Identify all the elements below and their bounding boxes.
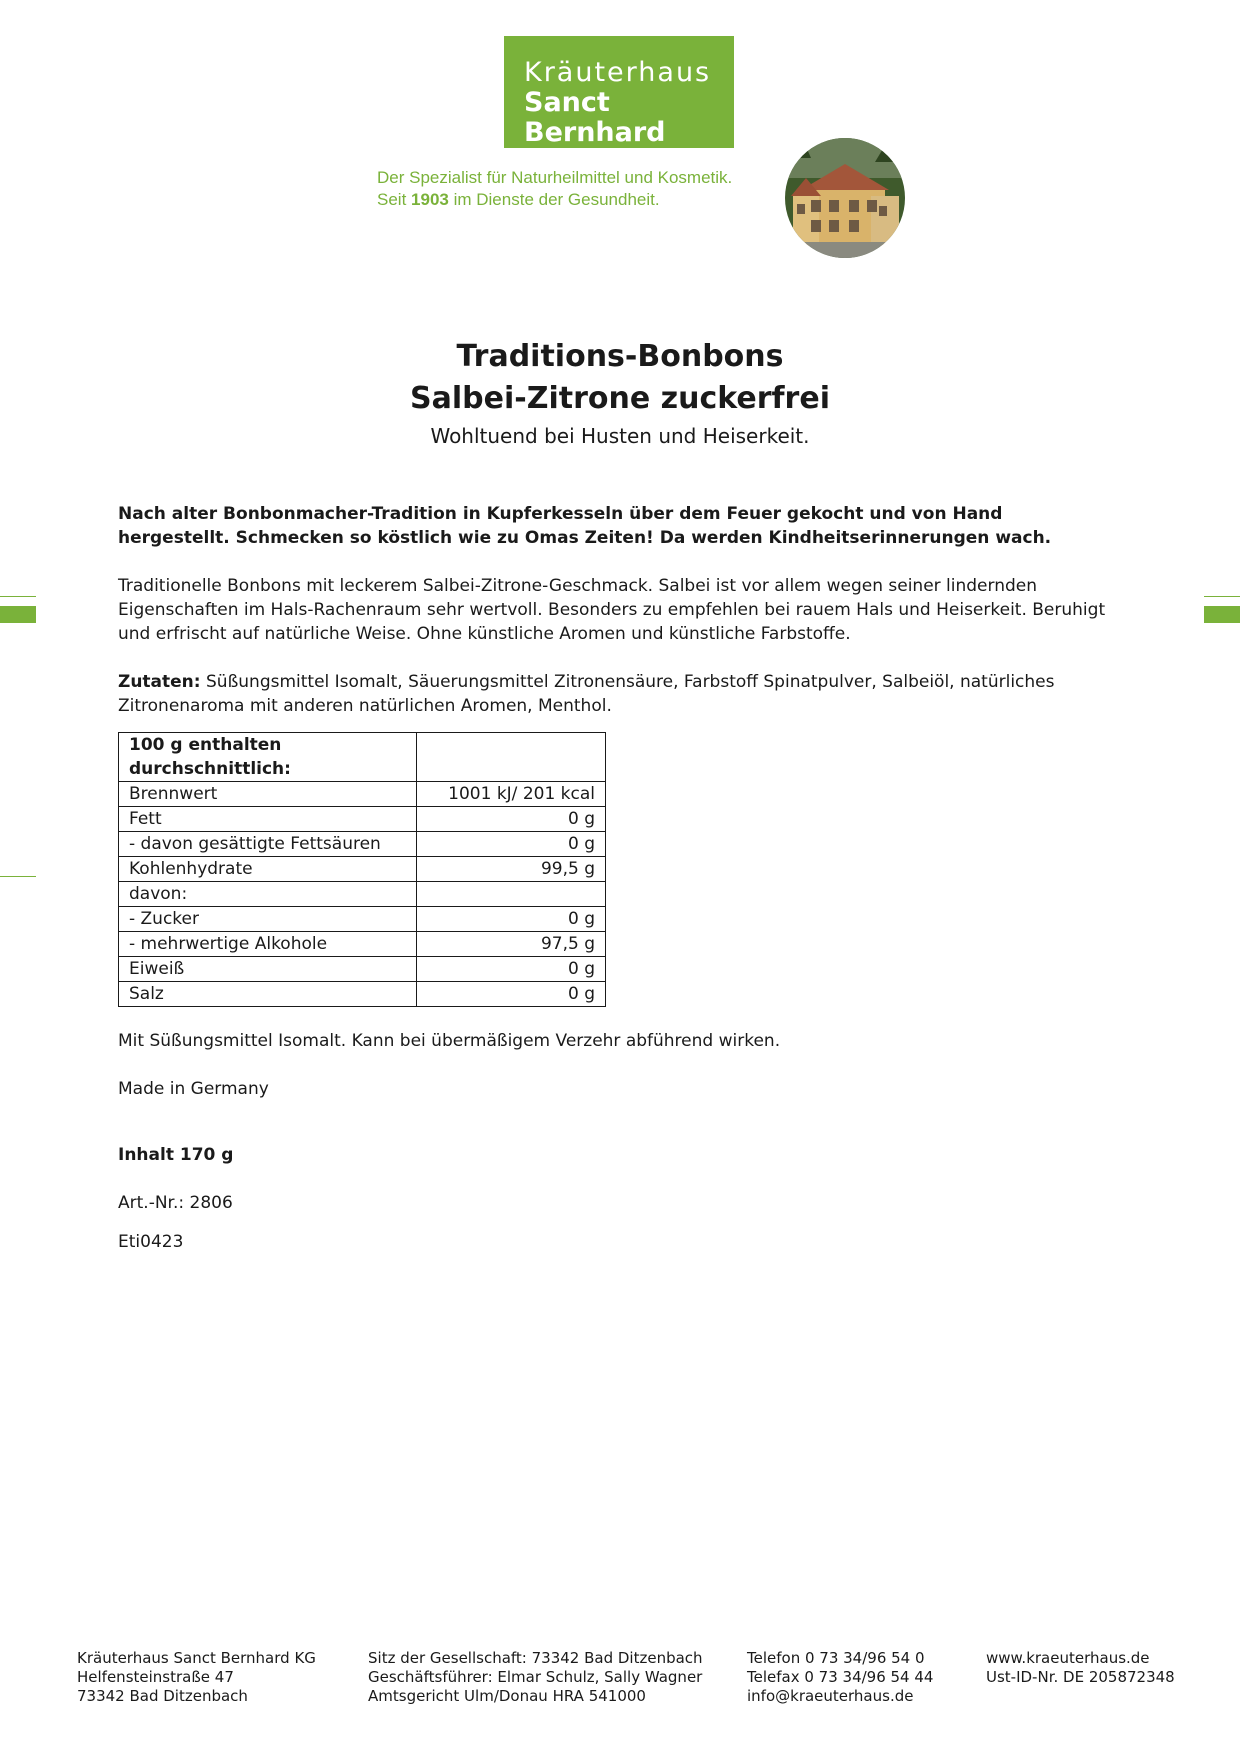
nutrition-label: Brennwert [119, 782, 417, 807]
fold-mark-left-top [0, 596, 36, 597]
warning-text: Mit Süßungsmittel Isomalt. Kann bei übermäßigem Verzehr abführend wirken. [118, 1031, 781, 1051]
nutrition-label: - mehrwertige Alkohole [119, 932, 417, 957]
nutrition-label: Fett [119, 807, 417, 832]
logo-line-1: Kräuterhaus [524, 57, 712, 88]
nutrition-row [119, 982, 606, 1007]
footer-legal [368, 1649, 703, 1706]
nutrition-header-row [119, 733, 606, 782]
punch-mark-left [0, 606, 36, 623]
footer-email-link[interactable]: info@kraeuterhaus.de [747, 1687, 914, 1705]
fold-mark-right-top [1204, 596, 1240, 597]
punch-mark-right [1204, 606, 1240, 623]
footer-company-name: Kräuterhaus Sanct Bernhard KG [77, 1649, 316, 1667]
footer-web [986, 1649, 1175, 1687]
nutrition-label: davon: [119, 882, 417, 907]
logo-line-2: Sanct Bernhard [524, 87, 666, 148]
tagline-line-2 [377, 189, 732, 211]
tagline-suffix: im Dienste der Gesundheit. [453, 190, 660, 209]
description-paragraph: Traditionelle Bonbons mit leckerem Salbei-Zitrone-Geschmack. Salbei ist vor allem wegen seiner lindernden Eigenschaften im Hals-Rachenraum sehr wertvoll. Besonders zu empfehlen bei rauem Hals und Heiserkeit. Beruhigt und erfrischt auf natürliche Weise. Ohne künstliche Aromen und künstliche Farbstoffe. [118, 576, 1106, 644]
nutrition-header: 100 g enthalten durchschnittlich: [119, 733, 417, 782]
nutrition-label: Eiweiß [119, 957, 417, 982]
product-title-line-2: Salbei-Zitrone zuckerfrei [410, 381, 830, 416]
article-number: Art.-Nr.: 2806 [118, 1193, 233, 1213]
footer-street: Helfensteinstraße 47 [77, 1668, 234, 1686]
footer-phone: Telefon 0 73 34/96 54 0 [747, 1649, 925, 1667]
nutrition-value: 0 g [417, 957, 606, 982]
ingredients-text: Süßungsmittel Isomalt, Säuerungsmittel Zitronensäure, Farbstoff Spinatpulver, Salbeiöl, natürliches Zitronenaroma mit anderen natürlichen Aromen, Menthol. [118, 672, 1055, 716]
nutrition-value: 0 g [417, 982, 606, 1007]
nutrition-label: Salz [119, 982, 417, 1007]
product-title-line-1: Traditions-Bonbons [456, 339, 784, 374]
origin-text: Made in Germany [118, 1079, 269, 1099]
product-description [118, 502, 1118, 1254]
footer-contact [747, 1649, 933, 1706]
nutrition-label: - Zucker [119, 907, 417, 932]
nutrition-row [119, 782, 606, 807]
nutrition-row [119, 857, 606, 882]
ingredients-label: Zutaten: [118, 672, 201, 692]
nutrition-row [119, 907, 606, 932]
nutrition-header-value [417, 733, 606, 782]
tagline-prefix: Seit [377, 190, 407, 209]
nutrition-label: - davon gesättigte Fettsäuren [119, 832, 417, 857]
footer-register: Amtsgericht Ulm/Donau HRA 541000 [368, 1687, 646, 1705]
footer-fax: Telefax 0 73 34/96 54 44 [747, 1668, 934, 1686]
nutrition-row [119, 882, 606, 907]
nutrition-label: Kohlenhydrate [119, 857, 417, 882]
nutrition-value: 0 g [417, 832, 606, 857]
nutrition-value: 99,5 g [417, 857, 606, 882]
nutrition-row [119, 932, 606, 957]
brand-tagline [377, 167, 732, 211]
tagline-line-1: Der Spezialist für Naturheilmittel und Kosmetik. [377, 168, 733, 187]
footer-company [77, 1649, 316, 1706]
product-title-block [0, 336, 1240, 450]
nutrition-row [119, 957, 606, 982]
nutrition-value: 1001 kJ/ 201 kcal [417, 782, 606, 807]
content-amount: Inhalt 170 g [118, 1145, 234, 1165]
fold-mark-left-bottom [0, 876, 36, 877]
nutrition-row [119, 832, 606, 857]
nutrition-value: 0 g [417, 907, 606, 932]
nutrition-value: 0 g [417, 807, 606, 832]
nutrition-row [119, 807, 606, 832]
footer-website-link[interactable]: www.kraeuterhaus.de [986, 1649, 1150, 1667]
nutrition-table [118, 732, 606, 1007]
product-subtitle: Wohltuend bei Husten und Heiserkeit. [430, 424, 810, 448]
label-code: Eti0423 [118, 1232, 184, 1252]
nutrition-value: 97,5 g [417, 932, 606, 957]
brand-logo [504, 36, 734, 148]
nutrition-value [417, 882, 606, 907]
building-photo [785, 138, 905, 258]
footer-vat-id: Ust-ID-Nr. DE 205872348 [986, 1668, 1175, 1686]
footer-managers: Geschäftsführer: Elmar Schulz, Sally Wagner [368, 1668, 703, 1686]
footer-seat: Sitz der Gesellschaft: 73342 Bad Ditzenbach [368, 1649, 703, 1667]
intro-paragraph: Nach alter Bonbonmacher-Tradition in Kupferkesseln über dem Feuer gekocht und von Hand hergestellt. Schmecken so köstlich wie zu Omas Zeiten! Da werden Kindheitserinnerungen wach. [118, 504, 1052, 548]
footer-city: 73342 Bad Ditzenbach [77, 1687, 248, 1705]
ingredients-paragraph [118, 670, 1118, 718]
tagline-year: 1903 [411, 190, 449, 209]
